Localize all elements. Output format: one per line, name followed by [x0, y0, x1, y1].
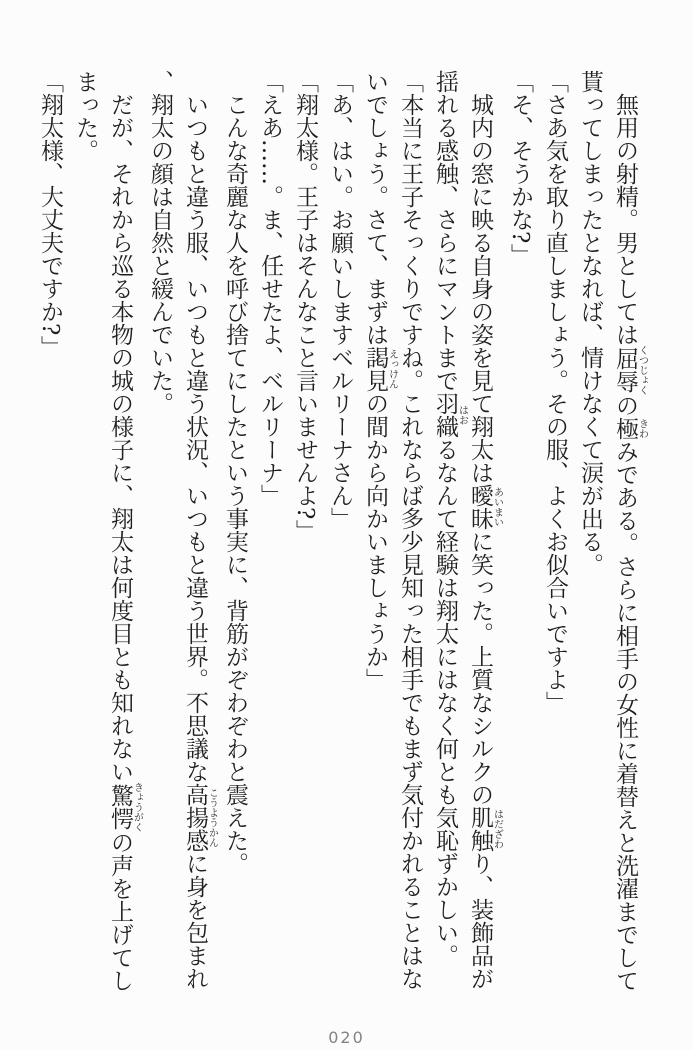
furigana-annotated-word: 屈辱くつじょく: [612, 345, 648, 395]
furigana-annotated-word: 謁見えっけん: [362, 346, 398, 392]
paragraph-narrative: こんな奇麗な人を呼び捨てにしたという事実に、背筋がぞわぞわと震えた。: [222, 93, 248, 875]
paragraph-narrative: 城内の窓に映る自身の姿を見て翔太は曖昧あいまいに笑った。上質なシルクの肌触はだざわり、装飾品が揺れる感触、さらにマントまで羽織はおるなんて経験は翔太にはなく何とも気恥ずかしい。: [432, 70, 503, 990]
paragraph-dialogue: 「翔太様、大丈夫ですか?」: [37, 70, 63, 359]
furigana-annotated-word: 驚愕きょうがく: [107, 782, 143, 832]
furigana-annotated-word: 高揚感こうようかん: [182, 783, 218, 852]
paragraph-dialogue: 「翔太様。王子はそんなこと言いませんよ?」: [292, 70, 318, 543]
furigana-annotated-word: 極きわ: [612, 417, 648, 440]
furigana-annotated-word: 羽織はお: [432, 392, 468, 438]
paragraph-dialogue: 「本当に王子そっくりですね。これならば多少見知った相手でもまず気付かれることはないでしょう。さて、まずは謁見えっけんの間から向かいましょうか」: [362, 70, 423, 990]
paragraph-dialogue: 「えあ……。ま、任せたよ、ベルリーナ」: [257, 70, 283, 507]
furigana-annotated-word: 曖昧あいまい: [467, 484, 503, 530]
paragraph-narrative: 無用の射精。男としては屈辱くつじょくの極きわみである。さらに相手の女性に着替えと洗濯までして貰ってしまったとなれば、情けなくて涙が出る。: [577, 70, 648, 992]
paragraph-narrative: いつもと違う服、いつもと違う状況、いつもと違う世界。不思議な高揚感こうようかんに身を包まれ、翔太の顔は自然と緩んでいた。: [147, 70, 218, 990]
furigana-annotated-word: 肌触はだざわ: [467, 806, 503, 852]
paragraph-dialogue: 「そ、そうかな?」: [507, 70, 533, 267]
page-number: 020: [328, 1028, 365, 1047]
paragraph-narrative: だが、それから巡る本物の城の様子に、翔太は何度目とも知れない驚愕きょうがくの声を上げてしまった。: [72, 70, 143, 992]
page-text: [32, 70, 647, 1006]
paragraph-dialogue: 「さあ気を取り直しましょう。その服、よくお似合いですよ」: [542, 70, 568, 714]
paragraph-dialogue: 「あ、はい。お願いしますベルリーナさん」: [327, 70, 353, 530]
